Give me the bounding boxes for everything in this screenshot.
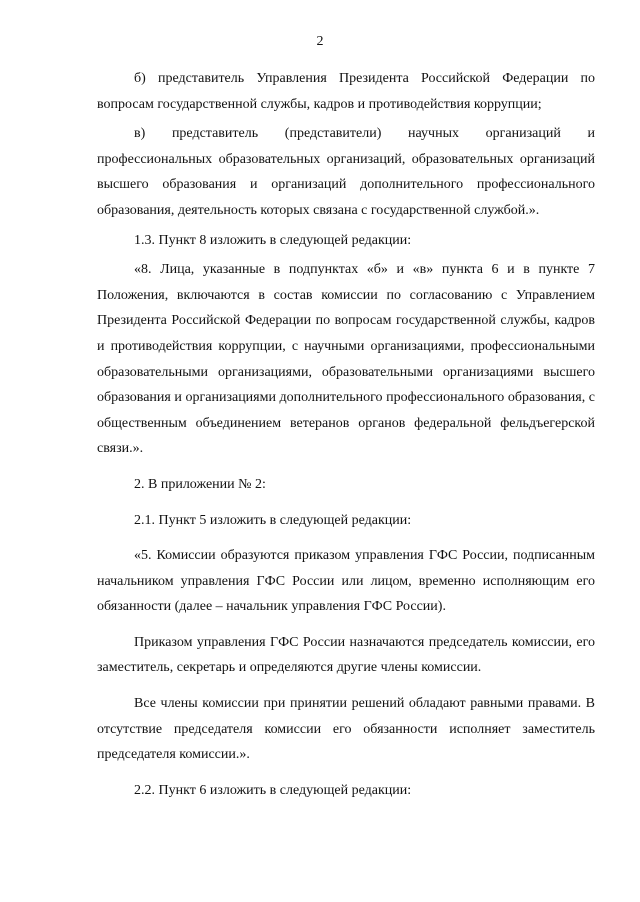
- paragraph-clause-2-2: 2.2. Пункт 6 изложить в следующей редакции:: [134, 782, 412, 798]
- page-number: 2: [316, 34, 324, 49]
- document-body: [97, 66, 595, 803]
- paragraph-item-b: б) представитель Управления Президента Российской Федерации по вопросам государственной службы, кадров и противодействия коррупции;: [97, 71, 595, 112]
- paragraph-point-5: «5. Комиссии образуются приказом управления ГФС России, подписанным начальником управления ГФС России или лицом, временно исполняющим его обязанности (далее – начальник управления ГФС России).: [97, 548, 595, 615]
- paragraph-clause-2-1: 2.1. Пункт 5 изложить в следующей редакции:: [134, 512, 412, 528]
- paragraph-clause-1-3: 1.3. Пункт 8 изложить в следующей редакции:: [134, 232, 412, 248]
- paragraph-item-v: в) представитель (представители) научных организаций и профессиональных образовательных организаций, образовательных организаций высшего образования и организаций дополнительного профессионального образования, деятельность которых связана с государственной службой.».: [97, 126, 595, 218]
- paragraph-order-appointment: Приказом управления ГФС России назначаются председатель комиссии, его заместитель, секретарь и определяются другие члены комиссии.: [97, 634, 595, 676]
- paragraph-point-8: «8. Лица, указанные в подпунктах «б» и «в» пункта 6 и в пункте 7 Положения, включаются в состав комиссии по согласованию с Управлением Президента Российской Федерации по вопросам государственной службы, кадров и противодействия коррупции, с научными организациями, профессиональными образовательными организациями, образовательными организациями высшего образования и организациями дополнительного профессионального образования, с общественным объединением ветеранов органов федеральной фельдъегерской связи.».: [97, 262, 595, 457]
- paragraph-appendix-2: 2. В приложении № 2:: [134, 476, 266, 492]
- paragraph-members-rights: Все члены комиссии при принятии решений обладают равными правами. В отсутствие председателя комиссии его обязанности исполняет заместитель председателя комиссии.».: [97, 696, 595, 763]
